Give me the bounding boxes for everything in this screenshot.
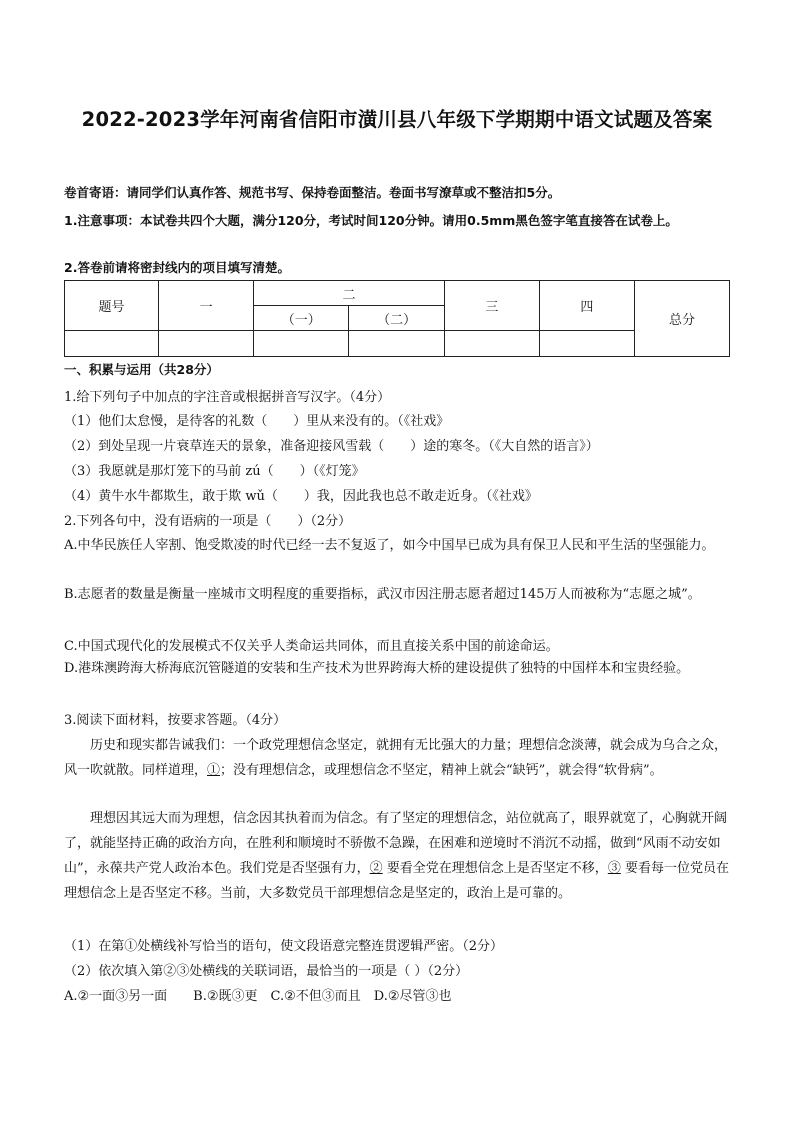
q2-option-d: D.港珠澳跨海大桥海底沉管隧道的安装和生产技术为世界跨海大桥的建设提供了独特的中国样本和宝贵经验。 xyxy=(64,661,690,676)
header-number: 题号 xyxy=(65,281,159,331)
q3-p2-part-b: 要看全党在理想信念上是否坚定不移， xyxy=(382,861,608,876)
header-two-b: （二） xyxy=(349,306,444,331)
q1-stem: 1.给下列句子中加点的字注音或根据拼音写汉字。（4分） xyxy=(64,390,391,405)
q3-paragraph-2 xyxy=(64,806,730,906)
q1-item-2: （2）到处呈现一片衰草连天的景象，准备迎接风雪载（ ）途的寒冬。（《大自然的语言》） xyxy=(64,439,599,454)
note-2: 2.答卷前请将密封线内的项目填写清楚。 xyxy=(64,260,290,275)
q2-stem: 2.下列各句中，没有语病的一项是（ ）（2分） xyxy=(64,514,352,529)
page-title: 2022-2023学年河南省信阳市潢川县八年级下学期期中语文试题及答案 xyxy=(81,108,713,131)
q1-item-1: （1）他们太怠慢，是待客的礼数（ ）里从来没有的。（《社戏》 xyxy=(64,414,450,429)
q3-p2-part-c: 要看每一位党员在理想信念上是否坚定不移。当前，大多数党员干部理想信念是坚定的，政治上是可靠的。 xyxy=(64,861,729,901)
blank-2: ② xyxy=(369,861,383,876)
score-table xyxy=(64,280,730,357)
preface: 卷首寄语：请同学们认真作答、规范书写、保持卷面整洁。卷面书写潦草或不整洁扣5分。 xyxy=(64,185,561,200)
header-four: 四 xyxy=(539,281,634,331)
q3-sub-2: （2）依次填入第②③处横线的关联词语，最恰当的一项是（ ）（2分） xyxy=(64,964,469,979)
header-two-a: （一） xyxy=(254,306,349,331)
blank-1: ① xyxy=(207,763,221,778)
score-cell[interactable] xyxy=(65,331,159,357)
q3-options: A.②一面③另一面 B.②既③更 C.②不但③而且 D.②尽管③也 xyxy=(64,989,452,1004)
q2-option-b: B.志愿者的数量是衡量一座城市文明程度的重要指标，武汉市因注册志愿者超过145万人而被称为“志愿之城”。 xyxy=(64,587,701,602)
score-cell[interactable] xyxy=(349,331,444,357)
blank-3: ③ xyxy=(607,861,621,876)
q3-p1-part-a: 历史和现实都告诫我们：一个政党理想信念坚定，就拥有无比强大的力量；理想信念淡薄，就会成为乌合之众，风一吹就散。同样道理， xyxy=(64,738,728,778)
q2-option-a: A.中华民族任人宰割、饱受欺凌的时代已经一去不复返了，如今中国早已成为具有保卫人民和平生活的坚强能力。 xyxy=(64,538,715,553)
header-two: 二 xyxy=(254,281,445,306)
header-total: 总分 xyxy=(634,281,729,357)
q3-sub-1: （1）在第①处横线补写恰当的语句，使文段语意完整连贯逻辑严密。（2分） xyxy=(64,939,504,954)
score-cell[interactable] xyxy=(539,331,634,357)
section-heading: 一、积累与运用（共28分） xyxy=(64,362,219,377)
q2-option-c: C.中国式现代化的发展模式不仅关乎人类命运共同体，而且直接关系中国的前途命运。 xyxy=(64,639,559,654)
score-cell[interactable] xyxy=(444,331,539,357)
note-1: 1.注意事项：本试卷共四个大题，满分120分，考试时间120分钟。请用0.5mm黑色签字笔直接答在试卷上。 xyxy=(64,213,678,228)
q3-p1-part-b: ；没有理想信念，或理想信念不坚定，精神上就会“缺钙”，就会得“软骨病”。 xyxy=(220,763,663,778)
header-one: 一 xyxy=(159,281,254,331)
score-cell[interactable] xyxy=(254,331,349,357)
q1-item-3: （3）我愿就是那灯笼下的马前 zú（ ）（《灯笼》 xyxy=(64,464,365,479)
q1-item-4: （4）黄牛水牛都欺生，敢于欺 wǔ（ ）我，因此我也总不敢走近身。（《社戏》 xyxy=(64,489,538,504)
score-cell[interactable] xyxy=(159,331,254,357)
header-three: 三 xyxy=(444,281,539,331)
q3-stem: 3.阅读下面材料，按要求答题。（4分） xyxy=(64,713,287,728)
q3-paragraph-1 xyxy=(64,733,730,783)
q3-p2-part-a: 理想因其远大而为理想，信念因其执着而为信念。有了坚定的理想信念，站位就高了，眼界就宽了，心胸就开阔了，就能坚持正确的政治方向，在胜利和顺境时不骄傲不急躁，在困难和逆境时不消沉不动摇，做到“风雨不动安如山”，永葆共产党人政治本色。我们党是否坚强有力， xyxy=(64,811,728,876)
